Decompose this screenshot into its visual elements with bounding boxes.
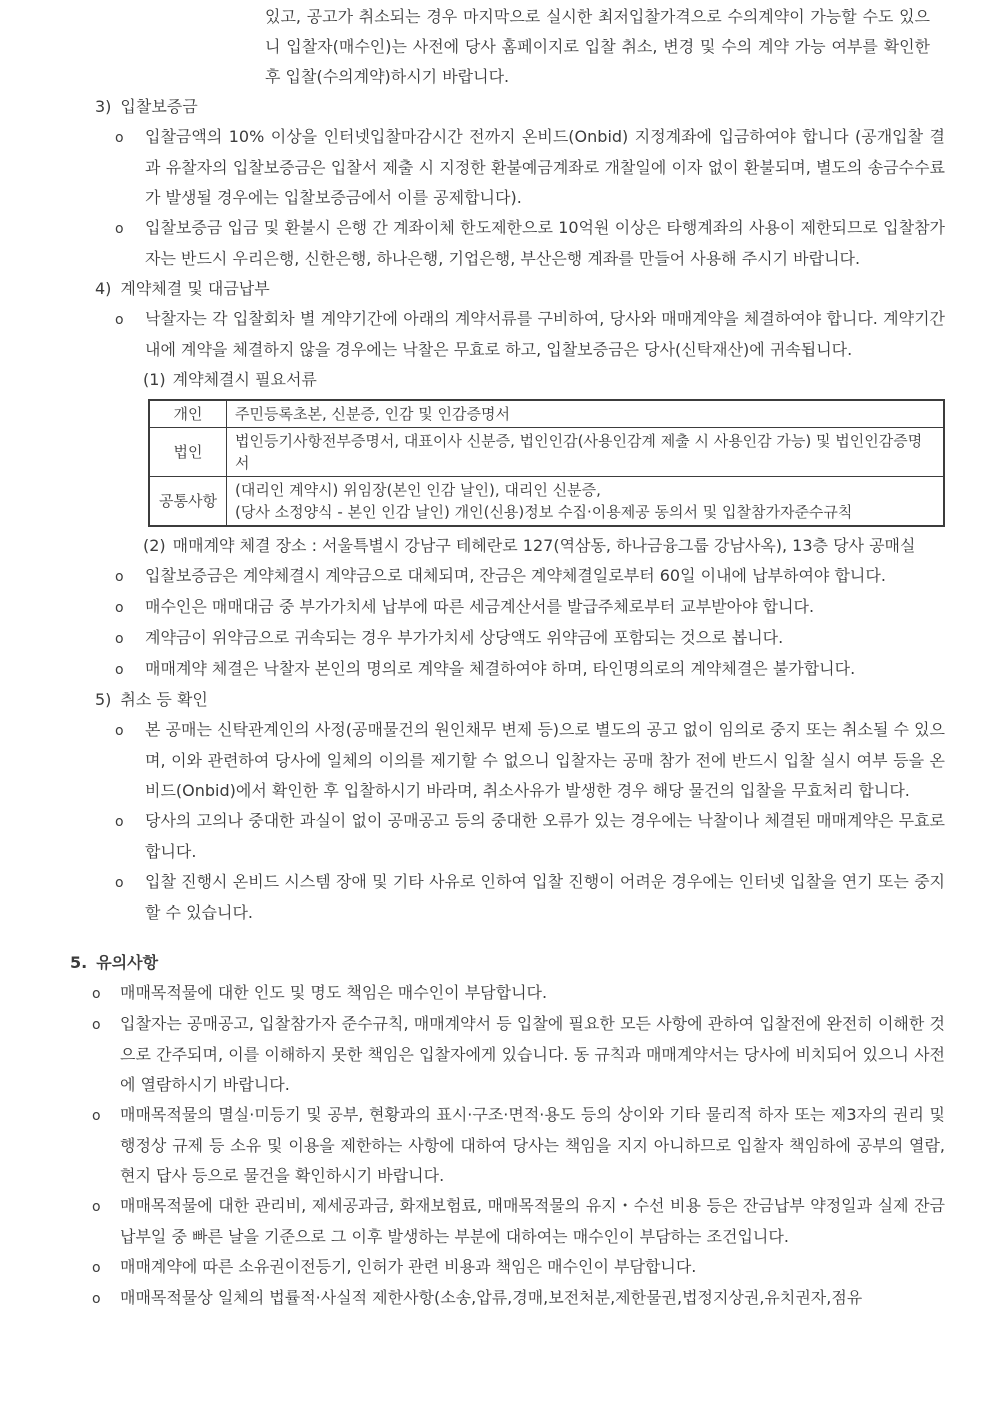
bullet-text: 매수인은 매매대금 중 부가가치세 납부에 따른 세금계산서를 발급주체로부터 교부받아야 합니다. (145, 597, 815, 616)
row-content-line: 주민등록초본, 신분증, 인감 및 인감증명서 (235, 405, 510, 423)
table-row-corporation (149, 428, 944, 477)
bullet-text: 입찰보증금은 계약체결시 계약금으로 대체되며, 잔금은 계약체결일로부터 60일 이내에 납부하여야 합니다. (145, 566, 886, 585)
bullet-text: 매매목적물에 대한 인도 및 명도 책임은 매수인이 부담합니다. (120, 983, 548, 1002)
row-header-individual: 개인 (149, 400, 227, 428)
section3-number: 3) (95, 97, 112, 116)
section4-bullet-3 (0, 592, 945, 623)
row-content-common (227, 477, 945, 527)
bullet-text: 매매목적물상 일체의 법률적·사실적 제한사항(소송,압류,경매,보전처분,제한물권,법정지상권,유치권자,점유 (120, 1288, 863, 1307)
row-content-corporation (227, 428, 945, 477)
bullet-text: 입찰보증금 입금 및 환불시 은행 간 계좌이체 한도제한으로 10억원 이상은 타행계좌의 사용이 제한되므로 입찰참가자는 반드시 우리은행, 신한은행, 하나은행, 기업은행, 부산은행 계좌를 만들어 사용해 주시기 바랍니다. (145, 218, 945, 268)
bullet-text: 매매계약 체결은 낙찰자 본인의 명의로 계약을 체결하여야 하며, 타인명의로의 계약체결은 불가합니다. (145, 659, 856, 678)
bullet-text: 본 공매는 신탁관계인의 사정(공매물건의 원인채무 변제 등)으로 별도의 공고 없이 임의로 중지 또는 취소될 수 있으며, 이와 관련하여 당사에 일체의 이의를 제기할 수 없으니 입찰자는 공매 참가 전에 반드시 입찰 실시 여부 등을 온비드(Onbid)에서 확인한 후 입찰하시기 바라며, 취소사유가 발생한 경우 해당 물건의 입찰을 무효처리 합니다. (145, 720, 945, 800)
bullet-marker: o (115, 312, 124, 328)
intro-continuation-paragraph (265, 2, 930, 92)
section5-heading (0, 685, 945, 715)
section5-title: 취소 등 확인 (120, 690, 208, 709)
notice-section-number: 5. (70, 953, 88, 972)
section4-subitem-1 (0, 365, 945, 395)
section3-title: 입찰보증금 (120, 97, 198, 116)
row-content-line: 법인등기사항전부증명서, 대표이사 신분증, 법인인감(사용인감계 제출 시 사용인감 가능) 및 법인인감증명서 (235, 432, 923, 472)
section4-heading (0, 274, 945, 304)
bullet-text: 당사의 고의나 중대한 과실이 없이 공매공고 등의 중대한 오류가 있는 경우에는 낙찰이나 체결된 매매계약은 무효로 합니다. (145, 811, 945, 861)
bullet-text: 입찰자는 공매공고, 입찰참가자 준수규칙, 매매계약서 등 입찰에 필요한 모든 사항에 관하여 입찰전에 완전히 이해한 것으로 간주되며, 이를 이해하지 못한 책임은 입찰자에게 있습니다. 동 규칙과 매매계약서는 당사에 비치되어 있으니 사전에 열람하시기 바랍니다. (120, 1014, 945, 1094)
section4-number: 4) (95, 279, 112, 298)
section3-bullet-1 (0, 122, 945, 213)
bullet-marker: o (115, 814, 124, 830)
notice-bullet-3 (0, 1100, 945, 1191)
row-content-line: (당사 소정양식 - 본인 인감 날인) 개인(신용)정보 수집·이용제공 동의서 및 입찰참가자준수규칙 (235, 503, 853, 521)
bullet-text: 낙찰자는 각 입찰회차 별 계약기간에 아래의 계약서류를 구비하여, 당사와 매매계약을 체결하여야 합니다. 계약기간 내에 계약을 체결하지 않을 경우에는 낙찰은 무효로 하고, 입찰보증금은 당사(신탁재산)에 귀속됩니다. (145, 309, 945, 359)
intro-text: 있고, 공고가 취소되는 경우 마지막으로 실시한 최저입찰가격으로 수의계약이 가능할 수도 있으니 입찰자(매수인)는 사전에 당사 홈페이지로 입찰 취소, 변경 및 수의 계약 가능 여부를 확인한 후 입찰(수의계약)하시기 바랍니다. (265, 7, 930, 86)
bullet-marker: o (115, 723, 124, 739)
section5-bullet-3 (0, 867, 945, 928)
bullet-text: 매매목적물에 대한 관리비, 제세공과금, 화재보험료, 매매목적물의 유지・수선 비용 등은 잔금납부 약정일과 실제 잔금납부일 중 빠른 날을 기준으로 그 이후 발생하는 부분에 대하여는 매수인이 부담하는 조건입니다. (120, 1196, 945, 1246)
section3-heading (0, 92, 945, 122)
bullet-marker: o (92, 1260, 101, 1276)
subitem-number: (1) (143, 370, 166, 389)
section5-bullet-1 (0, 715, 945, 806)
bullet-marker: o (92, 1017, 101, 1033)
bullet-marker: o (92, 1108, 101, 1124)
bullet-marker: o (115, 569, 124, 585)
bullet-marker: o (92, 1291, 101, 1307)
section4-bullet-2 (0, 561, 945, 592)
bullet-marker: o (92, 986, 101, 1002)
required-documents-table (148, 399, 945, 527)
section4-subitem-2 (0, 531, 945, 561)
section3-bullet-2 (0, 213, 945, 274)
notice-bullet-1 (0, 978, 945, 1009)
notice-bullet-6 (0, 1283, 945, 1314)
bullet-marker: o (115, 600, 124, 616)
bullet-marker: o (92, 1199, 101, 1215)
bullet-marker: o (115, 631, 124, 647)
section4-bullet-4 (0, 623, 945, 654)
bullet-text: 계약금이 위약금으로 귀속되는 경우 부가가치세 상당액도 위약금에 포함되는 것으로 봅니다. (145, 628, 784, 647)
row-content-line: (대리인 계약시) 위임장(본인 인감 날인), 대리인 신분증, (235, 481, 601, 499)
notice-bullet-5 (0, 1252, 945, 1283)
bullet-marker: o (115, 130, 124, 146)
row-content-individual (227, 400, 945, 428)
subitem-number: (2) (143, 536, 166, 555)
bullet-text: 입찰 진행시 온비드 시스템 장애 및 기타 사유로 인하여 입찰 진행이 어려운 경우에는 인터넷 입찰을 연기 또는 중지할 수 있습니다. (145, 872, 945, 922)
section4-bullet-1 (0, 304, 945, 365)
notice-bullet-2 (0, 1009, 945, 1100)
table-row-common (149, 477, 944, 527)
bullet-marker: o (115, 662, 124, 678)
notice-section-title: 유의사항 (96, 953, 159, 972)
bullet-marker: o (115, 221, 124, 237)
bullet-text: 입찰금액의 10% 이상을 인터넷입찰마감시간 전까지 온비드(Onbid) 지정계좌에 입금하여야 합니다 (공개입찰 결과 유찰자의 입찰보증금은 입찰서 제출 시 지정한 환불예금계좌로 개찰일에 이자 없이 환불되며, 별도의 송금수수료가 발생될 경우에는 입찰보증금에서 이를 공제합니다). (145, 127, 945, 207)
bullet-text: 매매목적물의 멸실·미등기 및 공부, 현황과의 표시·구조·면적·용도 등의 상이와 기타 물리적 하자 또는 제3자의 권리 및 행정상 규제 등 소유 및 이용을 제한하는 사항에 대하여 당사는 책임을 지지 아니하므로 입찰자 책임하에 공부의 열람, 현지 답사 등으로 물건을 확인하시기 바랍니다. (120, 1105, 945, 1185)
notice-bullet-4 (0, 1191, 945, 1252)
section5-bullet-2 (0, 806, 945, 867)
notice-section-heading (0, 948, 945, 978)
section4-bullet-5 (0, 654, 945, 685)
bullet-text: 매매계약에 따른 소유권이전등기, 인허가 관련 비용과 책임은 매수인이 부담합니다. (120, 1257, 697, 1276)
row-header-common: 공통사항 (149, 477, 227, 527)
bullet-marker: o (115, 875, 124, 891)
row-header-corporation: 법인 (149, 428, 227, 477)
section4-title: 계약체결 및 대금납부 (120, 279, 270, 298)
section5-number: 5) (95, 690, 112, 709)
subitem-text: 매매계약 체결 장소 : 서울특별시 강남구 테헤란로 127(역삼동, 하나금융그룹 강남사옥), 13층 당사 공매실 (172, 536, 916, 555)
subitem-text: 계약체결시 필요서류 (172, 370, 317, 389)
table-row-individual (149, 400, 944, 428)
